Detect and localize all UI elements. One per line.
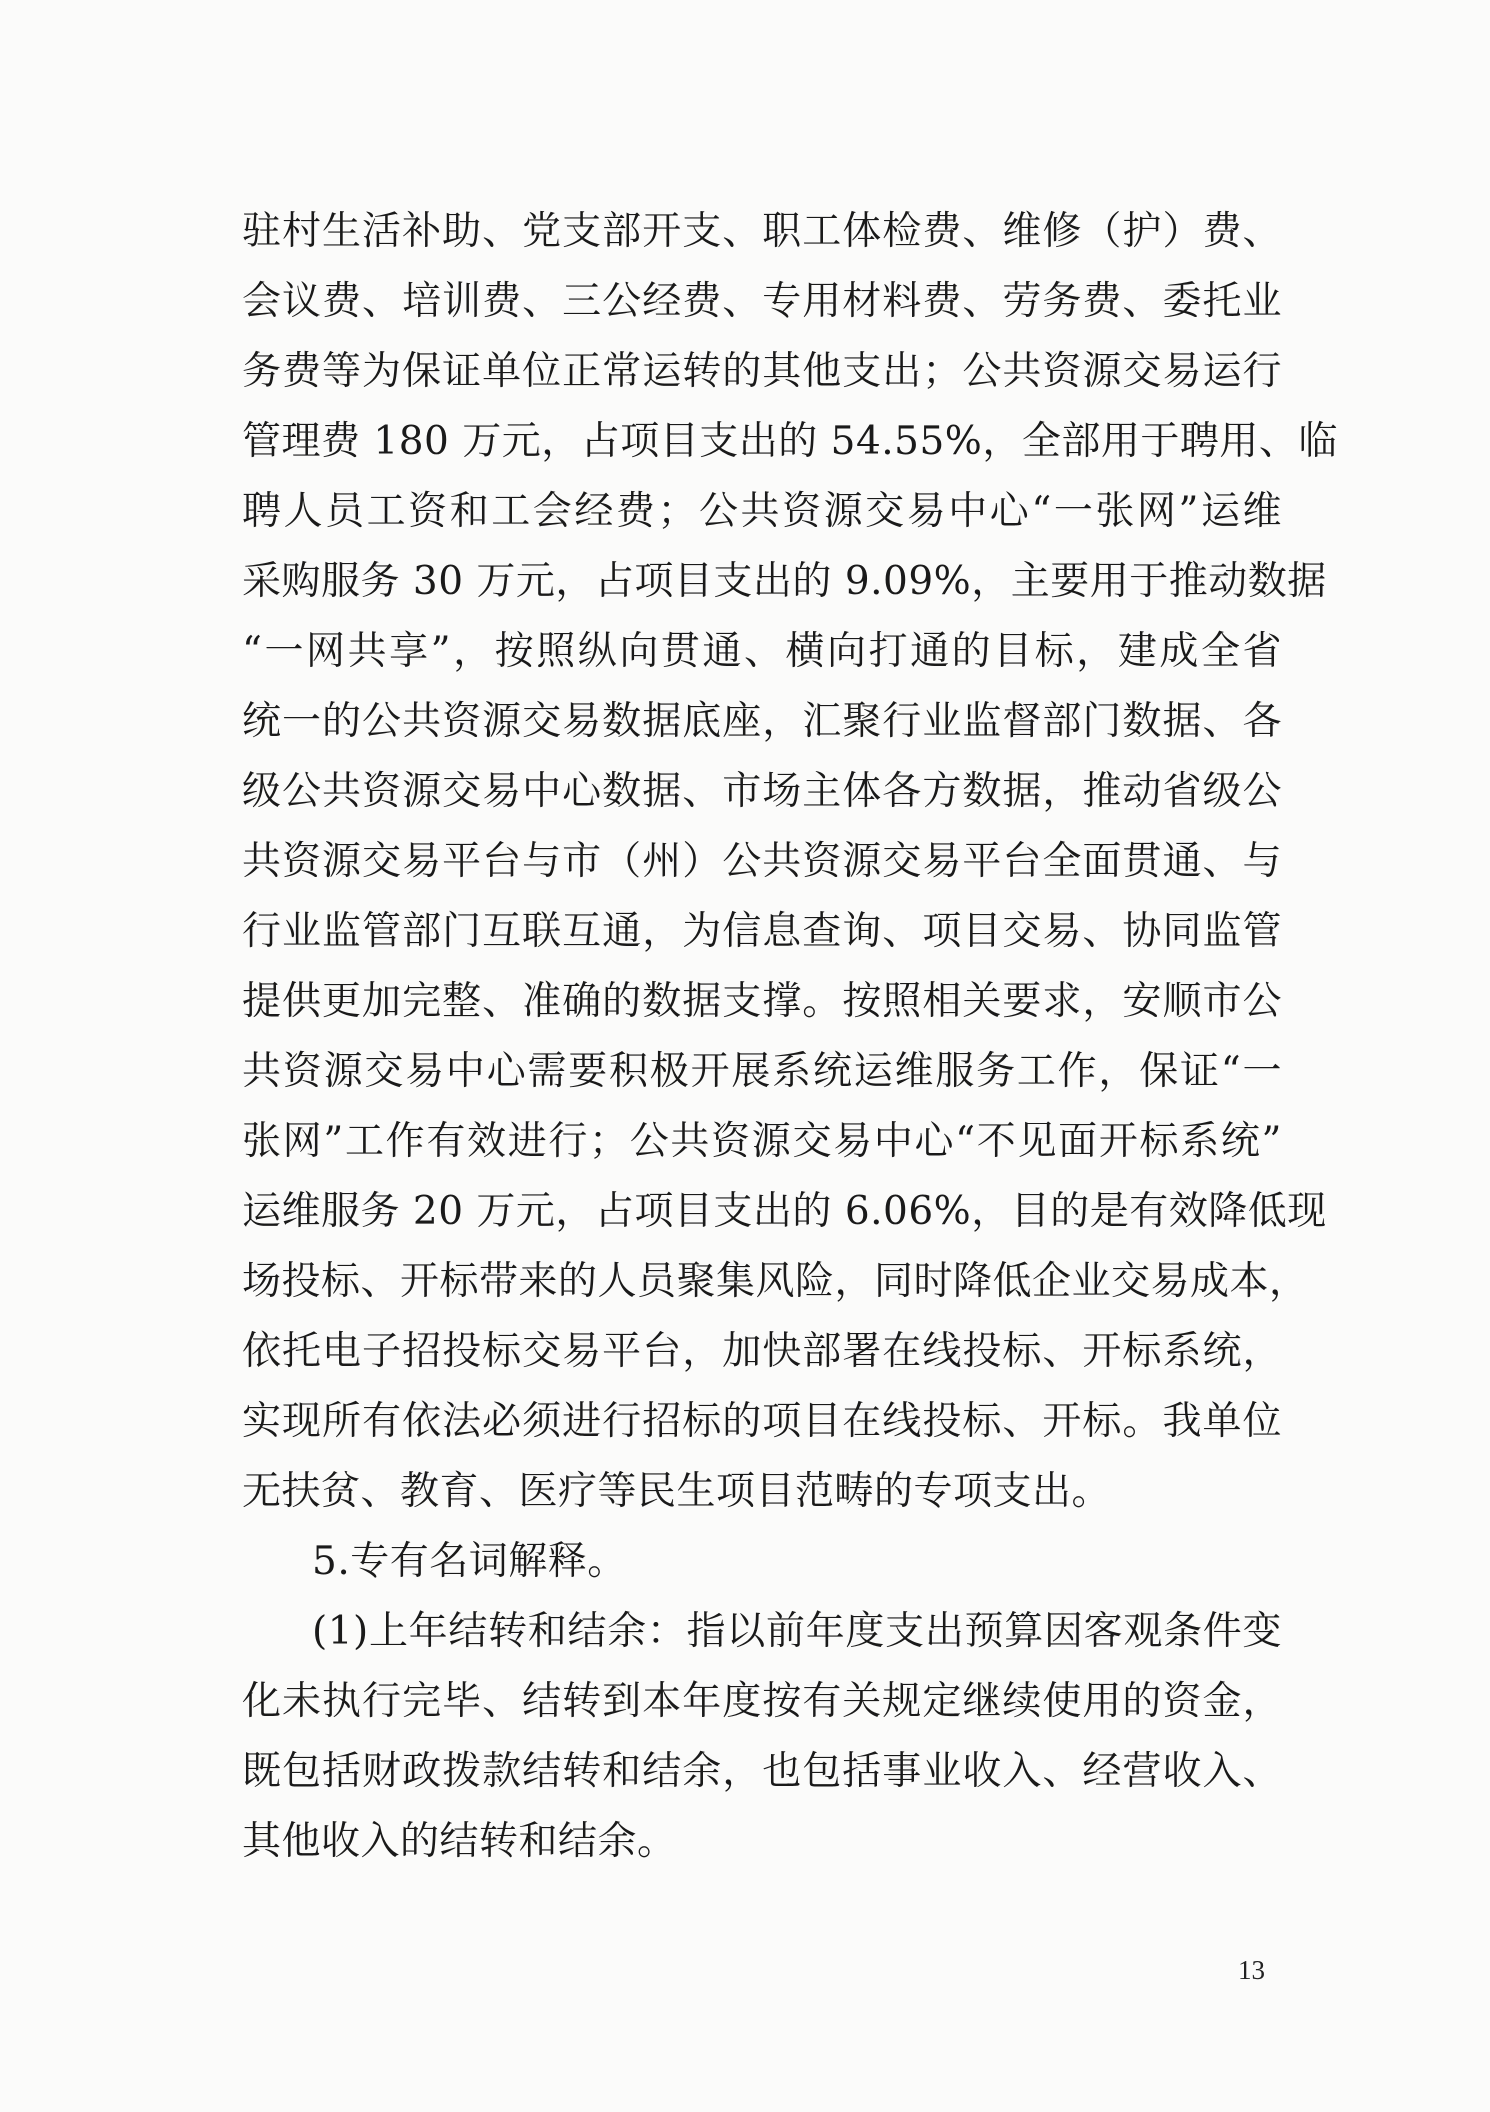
text-line-12: 提供更加完整、准确的数据支撑。按照相关要求，安顺市公 bbox=[242, 979, 1282, 1024]
text-line-10: 共资源交易平台与市（州）公共资源交易平台全面贯通、与 bbox=[242, 839, 1282, 884]
text-line-17: 依托电子招投标交易平台，加快部署在线投标、开标系统， bbox=[242, 1329, 1282, 1374]
text-line-15: 运维服务 20 万元，占项目支出的 6.06%，目的是有效降低现 bbox=[242, 1189, 1327, 1234]
text-line-2: 会议费、培训费、三公经费、专用材料费、劳务费、委托业 bbox=[242, 279, 1282, 324]
text-line-9: 级公共资源交易中心数据、市场主体各方数据，推动省级公 bbox=[242, 769, 1282, 814]
text-line-14: 张网”工作有效进行；公共资源交易中心“不见面开标系统” bbox=[242, 1119, 1282, 1164]
text-line-11: 行业监管部门互联互通，为信息查询、项目交易、协同监管 bbox=[242, 909, 1282, 954]
text-line-22: 化未执行完毕、结转到本年度按有关规定继续使用的资金， bbox=[242, 1679, 1282, 1724]
text-line-4: 管理费 180 万元，占项目支出的 54.55%，全部用于聘用、临 bbox=[242, 419, 1338, 464]
text-line-24: 其他收入的结转和结余。 bbox=[242, 1819, 677, 1864]
text-line-21: (1)上年结转和结余：指以前年度支出预算因客观条件变 bbox=[312, 1609, 1282, 1654]
text-line-5: 聘人员工资和工会经费；公共资源交易中心“一张网”运维 bbox=[242, 489, 1282, 534]
text-line-19: 无扶贫、教育、医疗等民生项目范畴的专项支出。 bbox=[242, 1469, 1112, 1514]
text-line-23: 既包括财政拨款结转和结余，也包括事业收入、经营收入、 bbox=[242, 1749, 1282, 1794]
page-number: 13 bbox=[1238, 1955, 1265, 1985]
body-text bbox=[242, 197, 1338, 1877]
text-line-8: 统一的公共资源交易数据底座，汇聚行业监督部门数据、各 bbox=[242, 699, 1282, 744]
text-line-6: 采购服务 30 万元，占项目支出的 9.09%，主要用于推动数据 bbox=[242, 559, 1327, 604]
text-line-3: 务费等为保证单位正常运转的其他支出；公共资源交易运行 bbox=[242, 349, 1282, 394]
text-line-13: 共资源交易中心需要积极开展系统运维服务工作，保证“一 bbox=[242, 1049, 1282, 1094]
section-heading: 5.专有名词解释。 bbox=[312, 1539, 627, 1584]
text-line-1: 驻村生活补助、党支部开支、职工体检费、维修（护）费、 bbox=[242, 209, 1282, 254]
text-line-7: “一网共享”，按照纵向贯通、横向打通的目标，建成全省 bbox=[242, 629, 1282, 674]
text-line-16: 场投标、开标带来的人员聚集风险，同时降低企业交易成本， bbox=[242, 1259, 1309, 1304]
text-line-18: 实现所有依法必须进行招标的项目在线投标、开标。我单位 bbox=[242, 1399, 1282, 1444]
